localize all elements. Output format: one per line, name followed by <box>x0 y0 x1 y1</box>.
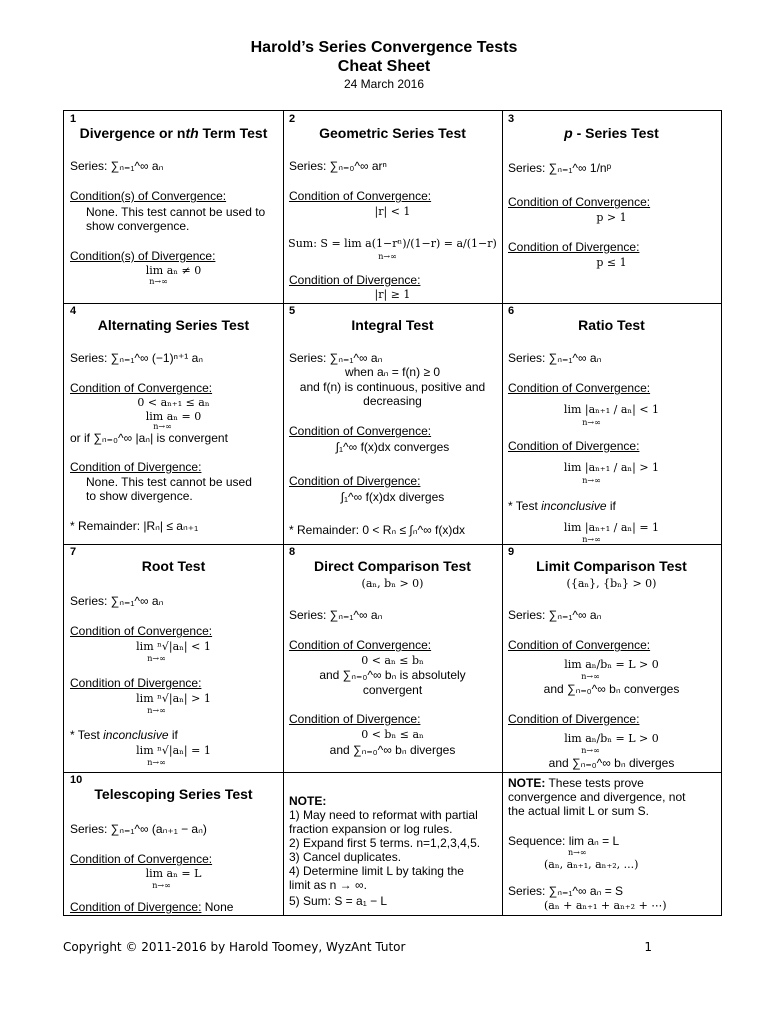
convergence-formula: lim aₙ = L <box>145 867 202 880</box>
convergence-label: Condition of Convergence: <box>70 381 213 395</box>
cell-telescoping-test <box>64 772 283 915</box>
convergence-formula: lim |aₙ₊₁ / aₙ| < 1 <box>563 403 660 416</box>
limit-subscript: n→∞ <box>147 758 166 767</box>
convergence-label: Condition(s) of Convergence: <box>70 189 227 203</box>
convergence-formula: 0 < aₙ₊₁ ≤ aₙ <box>137 396 210 409</box>
cell-subtitle: ({aₙ}, {bₙ} > 0) <box>566 577 657 590</box>
cell-number: 7 <box>70 546 77 558</box>
cell-telescoping-note <box>283 772 502 915</box>
cell-title: p - Series Test <box>564 125 659 141</box>
convergence-text: show convergence. <box>86 219 190 233</box>
limit-subscript: n→∞ <box>582 418 601 427</box>
note-line: the actual limit L or sum S. <box>508 804 649 818</box>
inconclusive-note: * Test inconclusive if <box>508 499 616 513</box>
cell-title: Ratio Test <box>578 317 645 333</box>
note-line: 2) Expand first 5 terms. n=1,2,3,4,5. <box>289 836 481 850</box>
cell-divergence-test <box>64 111 283 303</box>
cell-direct-comparison-test <box>283 544 502 772</box>
convergence-formula: lim aₙ = 0 <box>145 410 202 423</box>
limit-subscript: n→∞ <box>147 654 166 663</box>
convergence-alt: or if ∑ₙ₌₀^∞ |aₙ| is convergent <box>70 431 228 445</box>
cell-title: Direct Comparison Test <box>314 558 471 574</box>
divergence-text: and ∑ₙ₌₀^∞ bₙ diverges <box>548 756 675 770</box>
limit-subscript: n→∞ <box>152 881 171 890</box>
cell-title: Limit Comparison Test <box>536 558 687 574</box>
convergence-label: Condition of Convergence: <box>508 638 651 652</box>
page-number: 1 <box>644 940 652 954</box>
note-heading: NOTE: <box>289 794 327 808</box>
convergence-label: Condition of Convergence: <box>70 852 213 866</box>
cell-ratio-test <box>502 303 721 544</box>
divergence-formula: ∫₁^∞ f(x)dx diverges <box>340 490 445 504</box>
divergence-label: Condition(s) of Divergence: <box>70 249 216 263</box>
convergence-label: Condition of Convergence: <box>289 189 432 203</box>
note-line: 4) Determine limit L by taking the <box>289 864 464 878</box>
limit-subscript: n→∞ <box>147 706 166 715</box>
page-title: Harold’s Series Convergence Tests <box>250 39 518 56</box>
divergence-label: Condition of Divergence: <box>508 439 640 453</box>
series-formula: Series: ∑ₙ₌₁^∞ (aₙ₊₁ − aₙ) <box>70 822 207 836</box>
tests-table <box>63 110 722 916</box>
convergence-label: Condition of Convergence: <box>70 624 213 638</box>
inconclusive-note: * Test inconclusive if <box>70 728 178 742</box>
condition-text: and f(n) is continuous, positive and <box>299 380 486 394</box>
convergence-label: Condition of Convergence: <box>289 638 432 652</box>
note-line: 3) Cancel duplicates. <box>289 850 402 864</box>
cell-geometric-test <box>283 111 502 303</box>
cell-number: 8 <box>289 546 296 558</box>
note-line: 5) Sum: S = a₁ − L <box>289 894 388 908</box>
cell-title: Geometric Series Test <box>319 125 466 141</box>
limit-subscript: n→∞ <box>149 277 168 286</box>
series-formula: Series: ∑ₙ₌₁^∞ 1/nᵖ <box>508 161 612 175</box>
cell-title: Integral Test <box>351 317 434 333</box>
divergence-row: Condition of Divergence: None <box>70 900 234 914</box>
divergence-label: Condition of Divergence: <box>70 460 202 474</box>
cell-number: 5 <box>289 305 296 317</box>
cell-number: 2 <box>289 113 296 125</box>
note-line: NOTE: These tests prove <box>508 776 644 790</box>
series-formula: Series: ∑ₙ₌₁^∞ aₙ <box>508 608 602 622</box>
sequence-formula: Sequence: lim aₙ = L <box>508 834 620 848</box>
divergence-text: to show divergence. <box>86 489 193 503</box>
series-formula: Series: ∑ₙ₌₁^∞ aₙ <box>508 351 602 365</box>
divergence-formula: lim |aₙ₊₁ / aₙ| > 1 <box>563 461 660 474</box>
limit-subscript: n→∞ <box>568 848 587 857</box>
cell-root-test <box>64 544 283 772</box>
sum-formula: Sum: S = lim a(1−rⁿ)/(1−r) = a/(1−r) <box>288 237 497 250</box>
cell-general-note <box>502 772 721 915</box>
series-terms: (aₙ + aₙ₊₁ + aₙ₊₂ + ⋯) <box>544 899 667 912</box>
divergence-formula: lim aₙ ≠ 0 <box>145 264 202 277</box>
cell-p-series-test <box>502 111 721 303</box>
convergence-label: Condition of Convergence: <box>508 381 651 395</box>
convergence-formula: p > 1 <box>596 211 627 224</box>
divergence-label: Condition of Divergence: <box>508 712 640 726</box>
convergence-formula: lim aₙ/bₙ = L > 0 <box>564 658 659 671</box>
cell-title: Alternating Series Test <box>97 317 250 333</box>
series-sum-formula: Series: ∑ₙ₌₁^∞ aₙ = S <box>508 884 624 898</box>
note-line: convergence and divergence, not <box>508 790 686 804</box>
cell-title: Telescoping Series Test <box>94 786 253 802</box>
series-formula: Series: ∑ₙ₌₁^∞ aₙ <box>70 594 164 608</box>
limit-subscript: n→∞ <box>378 252 397 261</box>
note-line: fraction expansion or log rules. <box>289 822 453 836</box>
remainder-formula: * Remainder: 0 < Rₙ ≤ ∫ₙ^∞ f(x)dx <box>289 523 466 537</box>
divergence-label: Condition of Divergence: <box>508 240 640 254</box>
inconclusive-formula: lim ⁿ√|aₙ| = 1 <box>136 744 211 757</box>
cell-limit-comparison-test <box>502 544 721 772</box>
divergence-formula: 0 < bₙ ≤ aₙ <box>361 728 424 741</box>
series-formula: Series: ∑ₙ₌₁^∞ (−1)ⁿ⁺¹ aₙ <box>70 351 204 365</box>
limit-subscript: n→∞ <box>582 476 601 485</box>
divergence-formula: |r| ≥ 1 <box>374 288 411 301</box>
condition-text: decreasing <box>363 394 422 408</box>
page-header <box>0 38 768 92</box>
divergence-formula: p ≤ 1 <box>596 256 627 269</box>
convergence-formula: ∫₁^∞ f(x)dx converges <box>335 440 450 454</box>
cell-number: 10 <box>70 774 83 786</box>
sequence-terms: (aₙ, aₙ₊₁, aₙ₊₂, ...) <box>544 858 639 871</box>
cell-number: 6 <box>508 305 515 317</box>
convergence-formula: |r| < 1 <box>374 205 411 218</box>
convergence-text: and ∑ₙ₌₀^∞ bₙ converges <box>543 682 680 696</box>
series-formula: Series: ∑ₙ₌₁^∞ aₙ <box>70 159 164 173</box>
cell-number: 4 <box>70 305 77 317</box>
cell-title: Divergence or nth Term Test <box>79 125 268 141</box>
divergence-label: Condition of Divergence: <box>289 474 421 488</box>
limit-subscript: n→∞ <box>582 535 601 544</box>
page-date: 24 March 2016 <box>343 77 425 91</box>
page-subtitle: Cheat Sheet <box>337 58 431 75</box>
divergence-text: and ∑ₙ₌₀^∞ bₙ diverges <box>329 743 456 757</box>
cell-title: Root Test <box>141 558 206 574</box>
note-line: limit as n → ∞. <box>289 878 367 892</box>
divergence-formula: lim aₙ/bₙ = L > 0 <box>564 732 659 745</box>
note-line: 1) May need to reformat with partial <box>289 808 478 822</box>
limit-subscript: n→∞ <box>581 672 600 681</box>
series-formula: Series: ∑ₙ₌₀^∞ arⁿ <box>289 159 387 173</box>
cell-subtitle: (aₙ, bₙ > 0) <box>361 577 424 590</box>
convergence-text: None. This test cannot be used to <box>86 205 266 219</box>
limit-subscript: n→∞ <box>581 746 600 755</box>
convergence-label: Condition of Convergence: <box>508 195 651 209</box>
cell-alternating-test <box>64 303 283 544</box>
series-formula: Series: ∑ₙ₌₁^∞ aₙ <box>289 608 383 622</box>
convergence-text: convergent <box>362 683 423 697</box>
cell-number: 9 <box>508 546 515 558</box>
condition-text: when aₙ = f(n) ≥ 0 <box>344 365 441 379</box>
limit-subscript: n→∞ <box>153 422 172 431</box>
divergence-label: Condition of Divergence: <box>289 712 421 726</box>
convergence-label: Condition of Convergence: <box>289 424 432 438</box>
divergence-label: Condition of Divergence: <box>70 676 202 690</box>
cell-number: 1 <box>70 113 77 125</box>
divergence-text: None. This test cannot be used <box>86 475 252 489</box>
inconclusive-formula: lim |aₙ₊₁ / aₙ| = 1 <box>563 521 660 534</box>
copyright-footer: Copyright © 2011-2016 by Harold Toomey, WyzAnt Tutor <box>63 940 406 954</box>
remainder-formula: * Remainder: |Rₙ| ≤ aₙ₊₁ <box>70 519 199 533</box>
divergence-label: Condition of Divergence: <box>289 273 421 287</box>
series-formula: Series: ∑ₙ₌₁^∞ aₙ <box>289 351 383 365</box>
convergence-text: and ∑ₙ₌₀^∞ bₙ is absolutely <box>319 668 466 682</box>
divergence-formula: lim ⁿ√|aₙ| > 1 <box>136 692 211 705</box>
convergence-formula: 0 < aₙ ≤ bₙ <box>361 654 424 667</box>
cell-number: 3 <box>508 113 515 125</box>
convergence-formula: lim ⁿ√|aₙ| < 1 <box>136 640 211 653</box>
